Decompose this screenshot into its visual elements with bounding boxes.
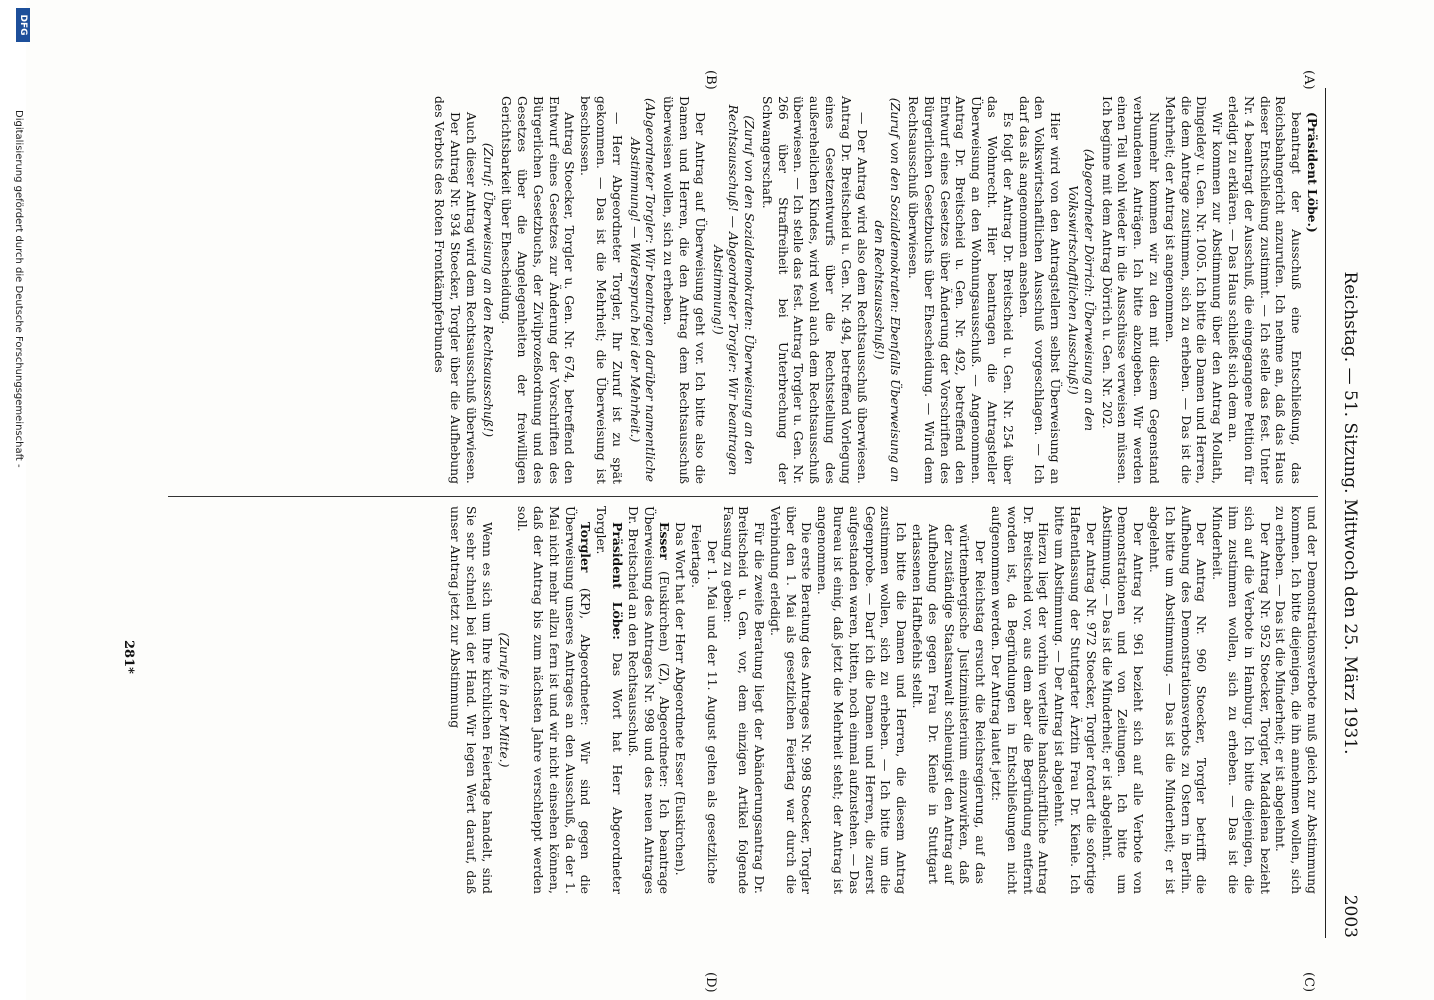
paragraph: Hier wird von den Antragstellern selbst Überweisung an den Volkswirtschaftlichen Ausschuß vorgeschlagen. — Ich darf das als angenommen ansehen. bbox=[1016, 96, 1064, 484]
speech-text: (Euskirchen) (Z), Abgeordneter: Ich beantrage Überweisung des Antrages Nr. 998 und des neuen Antrages Dr. Breitscheid an den Rechtsausschuß. bbox=[625, 506, 673, 894]
speech-paragraph bbox=[1304, 96, 1320, 484]
paragraph: Der Antrag Nr. 952 Stoecker, Torgler, Maddalena bezieht sich auf die Verbote in Hamburg. Ich bitte diejenigen, die ihm zustimmen wollen, sich zu erheben. — Das ist die Minderheit. bbox=[1210, 506, 1273, 894]
footer-credit: Digitalisierung gefördert durch die Deutsche Forschungsgemeinschaft - bbox=[13, 110, 24, 468]
paragraph: Der Antrag Nr. 961 bezieht sich auf alle Verbote von Demonstrationen und von Zeitungen. Ich bitte um Abstimmung. — Das ist die Minderheit; er ist abgelehnt. bbox=[1099, 506, 1147, 894]
interjection: (Zuruf von den Sozialdemokraten: Überweisung an den Rechtsausschuß! — Abgeordneter Torgler: Wir beantragen Abstimmung!) bbox=[710, 104, 758, 476]
interjection: (Zurufe in der Mitte.) bbox=[497, 632, 513, 768]
interjection: (Abgeordneter Dörrich: Überweisung an den Volkswirtschaftlichen Ausschuß!) bbox=[1066, 148, 1097, 432]
paragraph: — Herr Abgeordneter Torgler, Ihr Zuruf ist zu spät gekommen. — Das ist die Mehrheit; die Überweisung ist beschlossen. bbox=[578, 96, 625, 484]
margin-mark-d: (D) bbox=[703, 972, 718, 993]
speech-paragraph bbox=[514, 506, 593, 894]
interjection: (Zuruf von den Sozialdemokraten: Ebenfalls Überweisung an den Rechtsausschuß!) bbox=[872, 97, 904, 483]
speaker-name: Esser bbox=[657, 522, 673, 560]
speaker-name: Torgler bbox=[578, 522, 594, 573]
page-reference: 281* bbox=[121, 640, 136, 674]
column-separator bbox=[168, 496, 1318, 497]
paragraph: Wenn es sich um Ihre kirchlichen Feiertage handelt, sind Sie sehr schnell bei der Hand. Wir legen Wert darauf, daß unser Antrag jetzt zur Abstimmung bbox=[447, 506, 495, 894]
paragraph: Das Wort hat der Herr Abgeordnete Esser (Euskirchen). bbox=[673, 522, 689, 876]
paragraph: Ich bitte die Damen und Herren, die diesem Antrag zustimmen wollen, sich zu erheben. — Ich bitte um die Gegenprobe. — Darf ich die Damen und Herren, die zuerst aufgestanden waren, bitten, noch einmal aufzustehen. — Das Bureau ist einig, daß jetzt die Mehrheit steht; der Antrag ist angenommen. bbox=[815, 506, 910, 894]
paragraph: — Der Antrag wird also dem Rechtsausschuß überwiesen. Antrag Dr. Breitscheid u. Gen. Nr. 494, betreffend Vorlegung eines Gesetzentwurfs über die Rechtsstellung des außerehelichen Kindes, wird wohl auch dem Rechtsausschuß überwiesen. — Ich stelle das fest. Antrag Torgler u. Gen. Nr. 266 über Straffreiheit bei Unterbrechung der Schwangerschaft. bbox=[759, 96, 870, 484]
paragraph: Antrag Stoecker, Torgler u. Gen. Nr. 674, betreffend den Entwurf eines Gesetzes zur Änderung der Vorschriften des Bürgerlichen Gesetzbuchs, der Zivilprozeßordnung und des Gesetzes über die Angelegenheiten der freiwilligen Gerichtsbarkeit über Ehescheidung. bbox=[499, 96, 578, 484]
paragraph: beantragt der Ausschuß eine Entschließung, das Reichsbahngericht anzurufen. Ich nehme an, daß das Haus dieser Entschließung zustimmt. — Ich stelle das fest. Unter Nr. 4 beantragt der Ausschuß, die eingegangene Petition für erledigt zu erklären. — Das Haus schließt sich dem an. bbox=[1226, 96, 1305, 484]
page-header bbox=[1328, 88, 1360, 938]
paragraph: Der Antrag Nr. 934 Stoecker, Torgler über die Aufhebung des Verbots des Roten Frontkämpferbundes bbox=[431, 96, 463, 484]
header-page-number: 2003 bbox=[1340, 894, 1360, 938]
paragraph: Es folgt der Antrag Dr. Breitscheid u. Gen. Nr. 254 über das Wohnrecht. Hier beantragen die Antragsteller Überweisung an den Wohnungsausschuß. — Angenommen. Antrag Dr. Breitscheid u. Gen. Nr. 492, betreffend den Entwurf eines Gesetzes über Änderung der Vorschriften des Bürgerlichen Gesetzbuchs über Ehescheidung. — Wird dem Rechtsausschuß überwiesen. bbox=[906, 96, 1016, 484]
header-title: Reichstag. — 51. Sitzung. Mittwoch den 25. März 1931. bbox=[1340, 271, 1360, 755]
interjection: (Abgeordneter Torgler: Wir beantragen darüber namentliche Abstimmung! — Widerspruch bei der Mehrheit.) bbox=[627, 97, 659, 483]
dfg-logo: DFG bbox=[16, 8, 30, 42]
paragraph: Der Antrag Nr. 960 Stoecker, Torgler betrifft die Aufhebung des Demonstrationsverbots zu Ostern in Berlin. Ich bitte um Abstimmung. — Das ist die Minderheit; er ist abgelehnt. bbox=[1147, 506, 1210, 894]
speech-text: Das Wort hat Herr Abgeordneter Torgler. bbox=[594, 506, 625, 895]
speech-paragraph bbox=[625, 506, 672, 894]
paragraph: Der Antrag auf Überweisung geht vor. Ich bitte also die Damen und Herren, die den Antrag dem Rechtsausschuß überweisen wollen, sich zu erheben. bbox=[661, 96, 708, 484]
paragraph: Der Antrag Nr. 972 Stoecker, Torgler fordert die sofortige Haftentlassung der Stuttgarter Ärztin Frau Dr. Kienle. Ich bitte um Abstimmung. — Der Antrag ist abgelehnt. bbox=[1052, 506, 1099, 894]
interjection: (Zuruf: Überweisung an den Rechtsausschuß!) bbox=[481, 142, 497, 438]
speaker-name: (Präsident Löbe.) bbox=[1305, 112, 1320, 233]
paragraph: Für die zweite Beratung liegt der Abänderungsantrag Dr. Breitscheid u. Gen. vor, dem einzigen Artikel folgende Fassung zu geben: bbox=[720, 506, 768, 894]
paragraph: Auch dieser Antrag wird dem Rechtsausschuß überwiesen. bbox=[463, 112, 479, 484]
speech-text: (KP), Abgeordneter: Wir sind gegen die Überweisung unseres Antrages an den Ausschuß, da der 1. Mai nicht mehr allzu fern ist und wir nicht einsehen können, daß der Antrag bis zum nächsten Jahre verschleppt werden soll. bbox=[515, 506, 594, 894]
quoted-motion: Der 1. Mai und der 11. August gelten als gesetzliche Feiertage. bbox=[688, 524, 720, 884]
paragraph: Nunmehr kommen wir zu den mit diesem Gegenstand verbundenen Anträgen. Ich bitte abzugeben. Wir werden einen Teil wohl wieder in die Ausschüsse verweisen müssen. Ich beginne mit dem Antrag Dörrich u. Gen. Nr. 202. bbox=[1099, 96, 1163, 484]
speech-paragraph bbox=[593, 506, 625, 894]
margin-mark-c: (C) bbox=[1301, 972, 1316, 993]
paragraph: Wir kommen zur Abstimmung über den Antrag Mollath, Dingeldey u. Gen. Nr. 1005. Ich bitte die Damen und Herren, die dem Antrage zustimmen, sich zu erheben. — Das ist die Mehrheit; der Antrag ist angenommen. bbox=[1162, 96, 1226, 484]
header-rule bbox=[1325, 88, 1326, 938]
paragraph: Hierzu liegt der vorhin verteilte handschriftliche Antrag Dr. Breitscheid vor, aus dem aber die Begründung entfernt worden ist, da Begründungen in Entschließungen nicht aufgenommen werden. Der Antrag lautet jetzt: bbox=[989, 506, 1052, 894]
margin-mark-a: (A) bbox=[1301, 70, 1316, 90]
left-column bbox=[431, 96, 1320, 484]
paragraph: Die erste Beratung des Antrages Nr. 998 Stoecker, Torgler über den 1. Mai als gesetzlichen Feiertag war durch die Verbindung erledigt. bbox=[767, 506, 815, 894]
margin-mark-b: (B) bbox=[703, 70, 718, 90]
paragraph: und der Demonstrationsverbote muß gleich zur Abstimmung kommen. Ich bitte diejenigen, die ihn annehmen wollen, sich zu erheben. — Das ist die Minderheit; er ist abgelehnt. bbox=[1273, 506, 1320, 894]
speaker-name: Präsident Löbe: bbox=[609, 522, 625, 640]
quoted-motion: Der Reichstag ersucht die Reichsregierung, auf das württembergische Justizministerium einzuwirken, daß der zuständige Staatsanwalt schleunigst den Antrag auf Aufhebung des gegen Frau Dr. Kienle in Stuttgart erlassenen Haftbefehls stellt. bbox=[910, 524, 989, 884]
right-column bbox=[447, 506, 1320, 894]
